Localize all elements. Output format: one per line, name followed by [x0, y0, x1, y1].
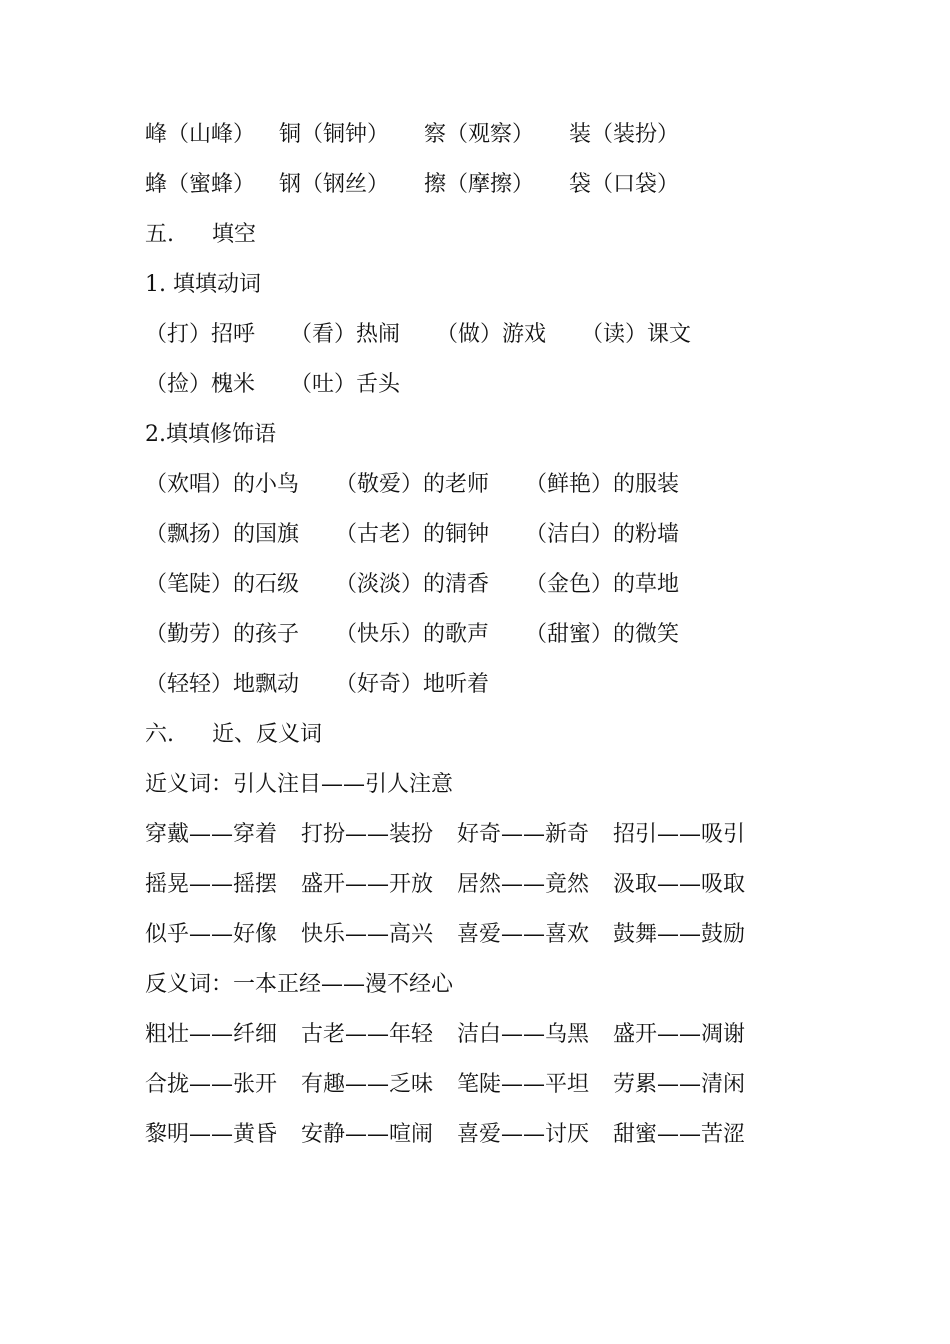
section-title: 近、反义词 — [212, 722, 323, 747]
fill-item: （鲜艳）的服装 — [525, 472, 680, 497]
fill-item: （做）游戏 — [436, 322, 547, 347]
word-pair: 鼓舞——鼓励 — [613, 922, 746, 947]
word-group: 蜂（蜜蜂） — [145, 172, 256, 197]
fill-item: （吐）舌头 — [290, 372, 401, 397]
section-number: 五. — [145, 222, 174, 247]
word-group: 钢（钢丝） — [279, 172, 390, 197]
fill-item: （洁白）的粉墙 — [525, 522, 680, 547]
subsection-title-text: 2.填填修饰语 — [145, 422, 276, 447]
fill-item: （看）热闹 — [290, 322, 401, 347]
word-group: 袋（口袋） — [569, 172, 680, 197]
fill-item: （轻轻）地飘动 — [145, 672, 300, 697]
word-pair: 粗壮——纤细 — [145, 1022, 278, 1047]
word-pair: 洁白——乌黑 — [457, 1022, 590, 1047]
word-pair: 招引——吸引 — [613, 822, 746, 847]
fill-item: （笔陡）的石级 — [145, 572, 300, 597]
synonyms-heading-text: 近义词：引人注目——引人注意 — [145, 772, 454, 797]
word-group: 擦（摩擦） — [424, 172, 535, 197]
word-pair: 盛开——开放 — [301, 872, 434, 897]
word-pair: 合拢——张开 — [145, 1072, 278, 1097]
word-pair: 穿戴——穿着 — [145, 822, 278, 847]
word-pair: 汲取——吸取 — [613, 872, 746, 897]
word-pair: 喜爱——喜欢 — [457, 922, 590, 947]
word-pair: 盛开——凋谢 — [613, 1022, 746, 1047]
fill-item: （淡淡）的清香 — [335, 572, 490, 597]
word-pair: 甜蜜——苦涩 — [613, 1122, 746, 1147]
word-pair: 快乐——高兴 — [301, 922, 434, 947]
section-title: 填空 — [212, 222, 257, 247]
word-pair: 喜爱——讨厌 — [457, 1122, 590, 1147]
word-group: 察（观察） — [424, 122, 535, 147]
word-pair: 黎明——黄昏 — [145, 1122, 278, 1147]
word-pair: 好奇——新奇 — [457, 822, 590, 847]
word-pair: 打扮——装扮 — [301, 822, 434, 847]
subsection-title-text: 1. 填填动词 — [145, 272, 261, 297]
word-group: 峰（山峰） — [145, 122, 256, 147]
fill-item: （古老）的铜钟 — [335, 522, 490, 547]
fill-item: （欢唱）的小鸟 — [145, 472, 300, 497]
fill-item: （好奇）地听着 — [335, 672, 490, 697]
fill-item: （敬爱）的老师 — [335, 472, 490, 497]
word-group: 装（装扮） — [569, 122, 680, 147]
fill-item: （飘扬）的国旗 — [145, 522, 300, 547]
fill-item: （快乐）的歌声 — [335, 622, 490, 647]
fill-item: （勤劳）的孩子 — [145, 622, 300, 647]
section-number: 六. — [145, 722, 174, 747]
word-pair: 安静——喧闹 — [301, 1122, 434, 1147]
word-pair: 摇晃——摇摆 — [145, 872, 278, 897]
word-pair: 古老——年轻 — [301, 1022, 434, 1047]
antonyms-heading-text: 反义词：一本正经——漫不经心 — [145, 972, 454, 997]
word-pair: 有趣——乏味 — [301, 1072, 434, 1097]
fill-item: （金色）的草地 — [525, 572, 680, 597]
word-group: 铜（铜钟） — [279, 122, 390, 147]
word-pair: 似乎——好像 — [145, 922, 278, 947]
word-pair: 笔陡——平坦 — [457, 1072, 590, 1097]
fill-item: （捡）槐米 — [145, 372, 256, 397]
fill-item: （打）招呼 — [145, 322, 256, 347]
word-pair: 劳累——清闲 — [613, 1072, 746, 1097]
fill-item: （甜蜜）的微笑 — [525, 622, 680, 647]
fill-item: （读）课文 — [581, 322, 692, 347]
word-pair: 居然——竟然 — [457, 872, 590, 897]
